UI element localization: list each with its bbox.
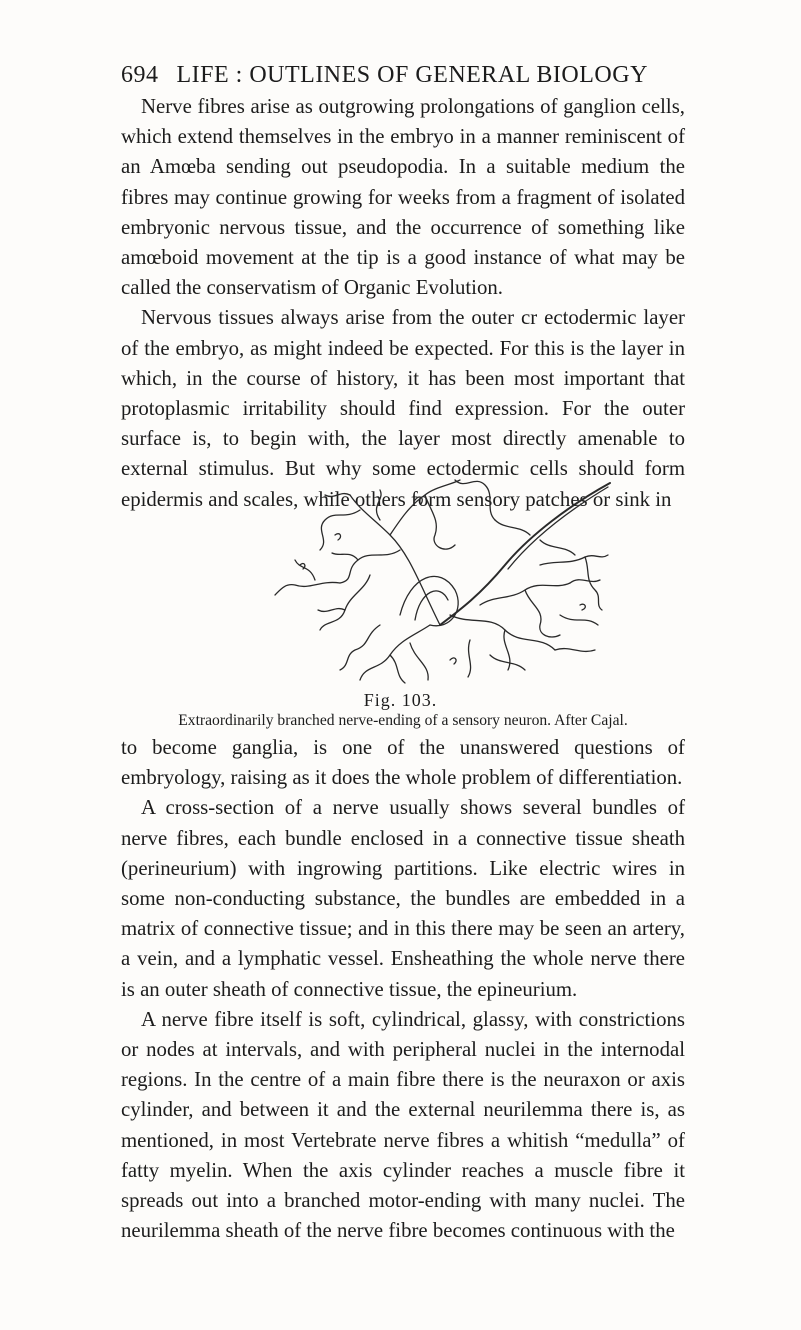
- running-header: [121, 62, 681, 89]
- figure-nerve-ending: [240, 465, 620, 695]
- page-number: 694: [121, 62, 159, 88]
- paragraph: A cross-section of a nerve usually shows several bundles of nerve fibres, each bundle enclosed in a connective tissue sheath (perineurium) with ingrowing partitions. Like electric wires in some non-conducting substance, the bundles are embedded in a matrix of connective tissue; and in this there may be seen an artery, a vein, and a lymphatic vessel. Ensheathing the whole nerve there is an outer sheath of connective tissue, the epineurium.: [121, 796, 685, 1001]
- paragraph: Nervous tissues always arise from the outer cr ectodermic layer of the embryo, as might indeed be expected. For this is the layer in which, in the course of history, it has been most important that protoplasmic irritability should find expression. For the outer surface is, to begin with, the layer most directly amenable to external stimulus. But why some ectodermic cells should form epidermis and scales, while others form sensory patches or sink in: [121, 306, 685, 511]
- figure-caption: Extraordinarily branched nerve-ending of a sensory neuron. After Cajal.: [178, 712, 628, 729]
- figure-label: Fig. 103.: [363, 690, 438, 710]
- paragraph: Nerve fibres arise as outgrowing prolongations of ganglion cells, which extend themselves in the embryo in a manner reminiscent of an Amœba sending out pseudopodia. In a suitable medium the fibres may continue growing for weeks from a fragment of isolated embryonic nervous tissue, and the occurrence of something like amœboid movement at the tip is a good instance of what may be called the conservatism of Organic Evolution.: [121, 95, 685, 300]
- text-block-top: [121, 92, 685, 515]
- paragraph: A nerve fibre itself is soft, cylindrical, glassy, with constrictions or nodes at intervals, and with peripheral nuclei in the internodal regions. In the centre of a main fibre there is the neuraxon or axis cylinder, and between it and the external neurilemma there is, as mentioned, in most Vertebrate nerve fibres a whitish “medulla” of fatty myelin. When the axis cylinder reaches a muscle fibre it spreads out into a branched motor-ending with many nuclei. The neurilemma sheath of the nerve fibre becomes continuous with the: [121, 1007, 685, 1243]
- branched-nerve-ending-drawing: [240, 465, 620, 695]
- text-block-bottom: [121, 733, 685, 1246]
- running-title: LIFE : OUTLINES OF GENERAL BIOLOGY: [176, 62, 648, 88]
- paragraph: to become ganglia, is one of the unanswered questions of embryology, raising as it does the whole problem of differentiation.: [121, 736, 685, 790]
